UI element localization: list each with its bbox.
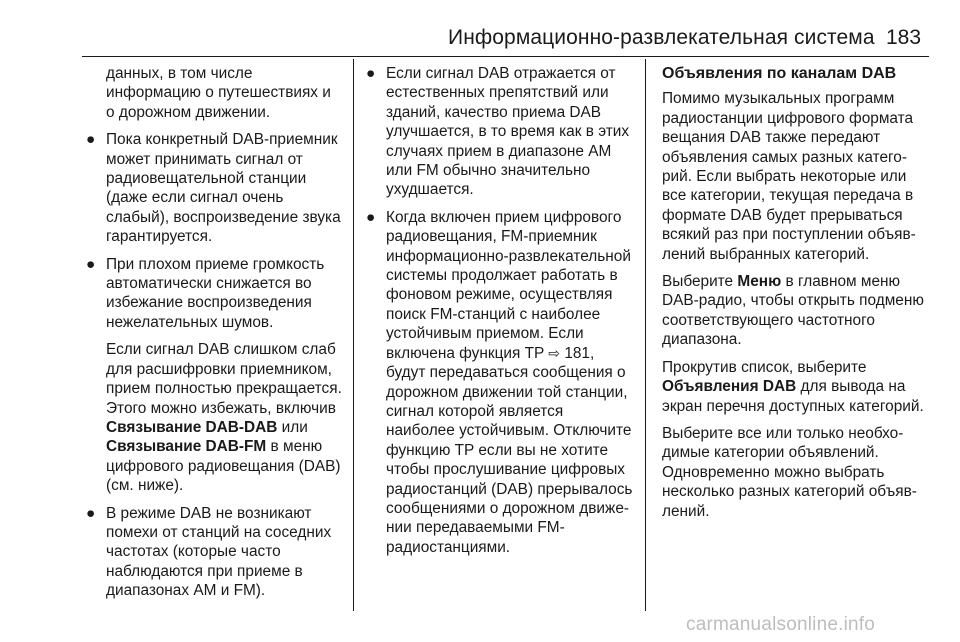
- column-divider-2: [645, 59, 646, 611]
- bullet-item: [84, 504, 342, 601]
- page-header: [0, 0, 960, 56]
- bullet-dot-icon: ●: [366, 65, 376, 82]
- paragraph-text: Выберите: [662, 273, 734, 291]
- bullet-text: Если сигнал DAB отражается от естественных препятствий или зданий, качество приема DAB улучшается, в то время как в этих случаях прием в диапазоне AM или FM обычно значительно ухудшается.: [386, 65, 630, 199]
- menu-name: Объявления DAB: [662, 378, 797, 396]
- bullet-dot-icon: ●: [86, 255, 96, 273]
- header-rule: [82, 56, 929, 57]
- paragraph-text: в главном меню DAB-радио, чтобы открыть подменю соответствующего частотного диапазона.: [662, 273, 924, 349]
- menu-name: Меню: [737, 273, 782, 291]
- paragraph-text: или: [281, 418, 308, 436]
- bullet-dot-icon: ●: [86, 504, 96, 522]
- bullet-item: [84, 130, 342, 246]
- paragraph: Помимо музыкальных программ радиостанции цифрового формата вещания DAB также передают объявления самых разных категорий. Если выбрать некоторые или все категории, текущая передача в формате DAB будет прерываться всякий раз при поступлении объявлений выбранных категорий.: [662, 90, 916, 263]
- bullet-item: [364, 208, 634, 557]
- page-number: 183: [886, 26, 922, 49]
- column-1: [84, 64, 342, 609]
- bullet-text: В режиме DAB не возникают помехи от станций на соседних частотах (которые часто наблюдаются при приеме в диапазонах AM и FM).: [106, 504, 332, 600]
- section-heading: Объявления по каналам DAB: [662, 65, 897, 82]
- bullet-item: [364, 64, 634, 200]
- paragraph: Выберите все или только необходимые категории объявлений. Одновременно можно выбрать несколько разных категорий объявлений.: [662, 424, 917, 520]
- page-title: Информационно-развлекательная система: [448, 26, 875, 49]
- column-divider-1: [353, 59, 354, 611]
- paragraph-text: Прокрутив список, выберите: [662, 358, 867, 376]
- paragraph-text: для вывода на экран перечня доступных категорий.: [662, 378, 924, 415]
- page-reference: 181: [564, 344, 590, 362]
- bullet-text: , будут передаваться сообщения о дорожном движении той станции, сигнал которой является наиболее устойчивым. Отключите функцию TP если вы не хотите чтобы прослушивание цифровых радиостанций (DAB) прерывалось сообщениями о дорожном движении передаваемыми FM-радиостанциями.: [386, 344, 633, 556]
- watermark-text: carmanualsonline.info: [686, 614, 876, 635]
- setting-name: Связывание DAB-FM: [106, 438, 267, 456]
- paragraph: [662, 358, 930, 416]
- bullet-text: Когда включен прием цифрового радиовещания, FM-приемник информационно-развлекательной системы продолжает работать в фоновом режиме, осуществляя поиск FM-станций с наиболее устойчивым приемом. Если включена функция TP: [386, 208, 631, 362]
- paragraph-text: в меню цифрового радиовещания (DAB) (см. ниже).: [106, 438, 341, 495]
- bullet-text: Пока конкретный DAB-приемник может принимать сигнал от радиовещательной станции (даже если сигнал очень слабый), воспроизведение звука гарантируется.: [106, 131, 341, 246]
- bullet-item: [84, 255, 342, 333]
- bullet-dot-icon: ●: [86, 131, 96, 149]
- column-2: [364, 64, 634, 565]
- bullet-dot-icon: ●: [366, 208, 376, 226]
- paragraph: [106, 340, 342, 495]
- ref-arrow-icon: ⇨: [548, 344, 561, 361]
- column-3: [662, 64, 930, 529]
- paragraph-text: Если сигнал DAB слишком слаб для расшифровки приемником, прием полностью прекращается. Этого можно избежать, включив: [106, 341, 342, 417]
- bullet-text: При плохом приеме громкость автоматически снижается во избежание воспроизведения нежелательных шумов.: [106, 255, 325, 331]
- setting-name: Связывание DAB-DAB: [106, 418, 278, 436]
- continued-text: данных, в том числе информацию о путешествиях и о дорожном движении.: [106, 65, 331, 121]
- paragraph: [662, 272, 930, 350]
